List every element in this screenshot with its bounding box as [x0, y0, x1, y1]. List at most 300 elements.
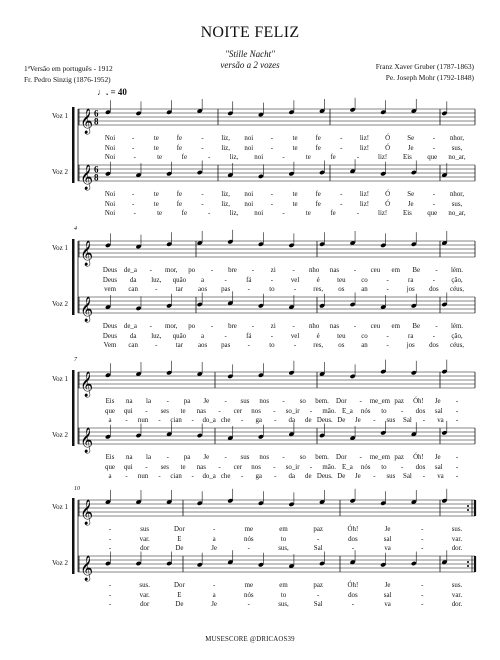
lyric-syllable: - — [108, 526, 112, 533]
lyric-syllable: dos — [415, 407, 426, 415]
lyric-syllable: - — [422, 417, 426, 424]
lyric-syllable: na — [126, 454, 133, 461]
lyric-syllable: to — [280, 535, 287, 543]
lyric-syllable: - — [131, 135, 135, 142]
lyric-syllable: mor, — [164, 267, 178, 274]
lyric-syllable: que — [105, 407, 115, 415]
lyric-line — [0, 592, 500, 602]
lyric-syllable: na — [126, 398, 133, 405]
lyric-syllable: Ó — [385, 191, 391, 198]
lyric-syllable: - — [386, 342, 389, 349]
lyric-syllable: te — [153, 191, 159, 198]
lyric-syllable: cian — [170, 473, 182, 480]
voice-label: Voz 1 — [51, 244, 68, 252]
lyric-syllable: Ó — [385, 144, 391, 152]
lyric-syllable: nhor, — [449, 191, 465, 198]
lyric-syllable: - — [340, 135, 343, 142]
lyric-syllable: nos — [259, 398, 270, 405]
lyric-syllable: paz — [394, 454, 404, 461]
treble-clef-icon: 𝄞 — [80, 556, 94, 581]
lyric-syllable: lém. — [450, 323, 464, 330]
lyric-syllable: - — [270, 276, 274, 284]
lyric-syllable: - — [201, 200, 204, 208]
lyric-syllable: sus — [240, 454, 250, 461]
lyric-syllable: E_a — [342, 407, 353, 415]
lyric-syllable: - — [247, 545, 250, 552]
tempo-marking: ♩. = 40 — [97, 87, 127, 97]
lyric-syllable: nós — [244, 535, 254, 543]
lyric-syllable: - — [421, 601, 424, 608]
lyric-syllable: fe — [176, 200, 183, 208]
lyric-syllable: liz, — [221, 144, 230, 152]
lyric-syllable: Dor — [335, 398, 347, 405]
lyric-syllable: var. — [139, 535, 150, 543]
lyric-syllable: - — [247, 601, 250, 608]
lyric-syllable: - — [282, 210, 285, 217]
lyric-line — [0, 473, 500, 483]
lyric-syllable: no_ar, — [448, 154, 466, 161]
lyric-syllable: é — [316, 276, 320, 284]
lyric-syllable: nas — [196, 407, 206, 415]
lyric-syllable: me — [244, 526, 254, 533]
voice-label: Voz 2 — [51, 300, 68, 308]
time-sig-bottom: 8 — [94, 116, 99, 127]
lyric-syllable: - — [386, 276, 389, 284]
lyric-syllable: mor, — [164, 323, 178, 330]
lyric-syllable: - — [455, 398, 459, 405]
lyric-syllable: em — [279, 582, 288, 589]
lyric-syllable: Deus — [102, 332, 118, 340]
lyric-line — [0, 323, 500, 333]
lyric-syllable: - — [224, 398, 227, 405]
subtitle-original: "Stille Nacht" — [225, 49, 275, 59]
lyric-syllable: vel — [290, 276, 300, 284]
lyric-syllable: do_a — [202, 417, 216, 424]
lyric-syllable: ção, — [451, 332, 463, 340]
lyric-syllable: to — [280, 591, 287, 599]
lyric-syllable: - — [218, 463, 221, 471]
lyric-syllable: - — [149, 267, 152, 274]
lyric-syllable: co — [361, 332, 368, 340]
lyric-syllable: noi — [254, 154, 264, 161]
lyric-syllable: jos — [406, 342, 415, 349]
lyric-syllable: fe — [181, 210, 188, 217]
lyric-syllable: Je — [407, 200, 414, 208]
lyric-syllable: so_ir — [285, 463, 300, 471]
lyric-syllable: co — [361, 276, 368, 284]
lyric-syllable: noi — [254, 210, 264, 217]
lyric-syllable: - — [224, 332, 227, 340]
page-title: NOITE FELIZ — [200, 24, 300, 41]
lyric-syllable: sus — [386, 417, 396, 424]
lyric-syllable: che — [220, 417, 231, 424]
lyric-syllable: - — [270, 200, 274, 208]
lyric-syllable: Je — [354, 473, 361, 480]
lyric-syllable: Eis — [403, 210, 412, 217]
lyric-syllable: paz — [313, 526, 323, 533]
lyric-syllable: Se — [407, 191, 415, 198]
footer-credit: MUSESCORE @DRICAOS39 — [205, 636, 295, 643]
lyric-syllable: zi — [270, 323, 276, 330]
lyric-syllable: mão. — [322, 463, 336, 471]
lyric-syllable: nhor, — [449, 135, 465, 142]
lyric-syllable: - — [207, 210, 211, 217]
lyric-syllable: a — [212, 591, 216, 599]
lyric-syllable: - — [270, 191, 274, 198]
treble-clef-icon: 𝄞 — [80, 297, 94, 322]
lyric-syllable: a — [201, 332, 205, 340]
lyric-syllable: te — [305, 154, 311, 161]
lyric-syllable: nas — [196, 463, 206, 471]
lyric-syllable: - — [455, 454, 459, 461]
lyric-syllable: sal — [383, 535, 392, 543]
lyric-syllable: E — [177, 535, 182, 543]
lyric-syllable: - — [421, 591, 424, 599]
lyric-line — [0, 526, 500, 536]
lyric-syllable: - — [359, 398, 362, 405]
lyric-syllable: - — [241, 473, 244, 480]
lyric-syllable: - — [282, 154, 285, 161]
lyric-syllable: - — [282, 398, 285, 405]
lyric-syllable: em — [391, 267, 400, 274]
lyric-syllable: dos — [415, 463, 426, 471]
lyric-syllable: dos — [348, 535, 358, 543]
treble-clef-icon: 𝄞 — [80, 165, 94, 190]
lyric-syllable: bem. — [315, 398, 329, 405]
lyric-syllable: - — [210, 323, 214, 330]
lyric-syllable: nos — [251, 407, 261, 415]
lyric-syllable: - — [356, 210, 359, 217]
lyric-syllable: - — [158, 473, 161, 480]
lyric-syllable: Je — [211, 545, 217, 552]
lyric-syllable: Je — [203, 454, 210, 461]
lyric-syllable: res, — [313, 286, 324, 293]
lyric-syllable: sus, — [278, 601, 289, 608]
lyric-syllable: Eis — [105, 398, 115, 405]
lyric-syllable: - — [218, 407, 221, 415]
lyric-syllable: dos — [348, 591, 358, 599]
lyric-syllable: - — [282, 454, 285, 461]
lyric-syllable: luz, — [151, 332, 162, 340]
lyric-syllable: aos — [197, 342, 208, 349]
lyric-syllable: de — [305, 417, 312, 424]
lyric-syllable: da — [129, 276, 137, 284]
lyric-syllable: teu — [337, 332, 346, 340]
lyric-syllable: can — [128, 342, 138, 349]
lyric-syllable: da — [129, 332, 137, 340]
lyric-syllable: fe — [176, 135, 183, 142]
lyric-syllable: - — [455, 417, 459, 424]
lyric-syllable: sus — [240, 398, 250, 405]
lyric-syllable: - — [125, 417, 128, 424]
lyric-syllable: Noi — [104, 200, 116, 208]
lyric-syllable: so — [299, 398, 306, 405]
lyric-syllable: - — [309, 463, 313, 471]
lyric-syllable: - — [108, 601, 112, 608]
lyric-syllable: nas — [329, 323, 340, 330]
lyric-syllable: Noi — [104, 144, 116, 152]
lyric-syllable: liz! — [359, 135, 370, 142]
lyric-syllable: noi — [244, 191, 254, 198]
lyric-line — [0, 464, 500, 474]
lyric-syllable: res, — [313, 342, 324, 349]
lyric-syllable: nós — [360, 407, 371, 415]
lyric-syllable: a — [108, 473, 112, 480]
lyric-syllable: dos — [429, 286, 439, 293]
lyric-syllable: em — [391, 323, 400, 330]
lyric-syllable: noi — [244, 144, 254, 152]
lyric-syllable: te — [180, 407, 186, 415]
lyric-syllable: var. — [139, 591, 150, 599]
lyric-syllable: te — [153, 200, 159, 208]
lyric-syllable: quão — [172, 332, 187, 340]
lyric-syllable: Se — [407, 135, 415, 142]
lyric-syllable: fá — [246, 276, 252, 284]
lyric-syllable: De — [337, 473, 346, 480]
lyric-syllable: - — [131, 191, 135, 198]
voice-label: Voz 1 — [51, 112, 68, 120]
lyric-syllable: an — [361, 342, 368, 349]
lyric-syllable: te — [157, 154, 163, 161]
lyric-syllable: - — [309, 407, 313, 415]
lyric-syllable: te — [153, 135, 159, 142]
lyric-syllable: cian — [170, 417, 182, 424]
lyric-syllable: céus, — [450, 342, 464, 349]
lyric-syllable: pas — [221, 342, 231, 349]
lyric-syllable: liz! — [378, 154, 388, 161]
lyric-syllable: Noi — [104, 135, 116, 142]
lyric-syllable: to — [269, 342, 275, 349]
lyric-syllable: - — [201, 191, 204, 198]
lyric-syllable: - — [224, 276, 227, 284]
lyric-syllable: ses — [160, 463, 169, 471]
lyric-syllable: - — [133, 210, 136, 217]
lyric-syllable: noi — [244, 135, 254, 142]
lyric-syllable: te — [180, 463, 186, 471]
lyric-syllable: é — [316, 332, 320, 340]
lyric-syllable: an — [361, 286, 368, 293]
lyric-syllable: Dor — [174, 582, 185, 589]
lyric-syllable: - — [432, 135, 436, 142]
lyric-syllable: Óh! — [413, 454, 424, 461]
lyric-syllable: - — [422, 473, 426, 480]
lyric-syllable: paz — [394, 398, 404, 405]
lyric-syllable: noi — [244, 200, 254, 208]
lyric-syllable: - — [241, 417, 244, 424]
lyric-syllable: - — [351, 545, 355, 552]
translator: Fr. Pedro Sinzig (1876-1952) — [24, 75, 111, 84]
lyric-syllable: Dor — [335, 454, 347, 461]
lyric-syllable: te — [153, 144, 159, 152]
lyric-syllable: - — [435, 267, 438, 274]
lyric-syllable: - — [292, 267, 295, 274]
lyric-syllable: paz — [313, 582, 323, 589]
lyric-syllable: de_a — [123, 267, 137, 274]
lyric-syllable: dor. — [451, 601, 463, 608]
lyric-syllable: Eis — [105, 454, 115, 461]
lyric-syllable: em — [279, 526, 288, 533]
lyric-syllable: ra — [408, 276, 414, 284]
lyric-syllable: de_a — [123, 323, 137, 330]
lyric-line — [0, 454, 500, 464]
time-sig-top: 6 — [94, 108, 99, 119]
lyric-line — [0, 582, 500, 592]
lyric-syllable: - — [270, 135, 274, 142]
lyric-syllable: Noi — [104, 191, 116, 198]
lyric-syllable: - — [356, 154, 359, 161]
lyric-syllable: te — [305, 210, 311, 217]
lyric-syllable: fe — [315, 135, 321, 142]
lyric-syllable: Je — [211, 601, 217, 608]
lyric-syllable: cer — [233, 407, 243, 415]
lyric-syllable: De — [337, 417, 346, 424]
lyric-syllable: - — [293, 342, 297, 349]
lyric-syllable: fe — [315, 191, 321, 198]
lyric-syllable: - — [432, 191, 436, 198]
lyric-syllable: no_ar, — [448, 210, 466, 217]
lyric-syllable: va — [384, 601, 391, 608]
lyric-syllable: Óh! — [347, 526, 359, 533]
lyric-syllable: te — [292, 144, 298, 152]
lyric-syllable: sus, — [278, 545, 289, 552]
lyric-syllable: te — [157, 210, 163, 217]
lyric-syllable: mão. — [322, 407, 336, 415]
lyric-syllable: bre — [228, 267, 237, 274]
lyric-syllable: sus — [140, 526, 150, 533]
lyric-syllable: aos — [197, 286, 208, 293]
repeat-dot — [467, 509, 469, 511]
lyric-syllable: Noi — [104, 210, 116, 217]
lyric-syllable: Je — [354, 417, 361, 424]
lyric-syllable: liz! — [359, 191, 370, 198]
lyric-syllable: me — [244, 582, 254, 589]
lyric-line — [0, 333, 500, 343]
lyric-syllable: do_a — [202, 473, 216, 480]
lyric-syllable: Je — [434, 398, 441, 405]
lyric-syllable: - — [131, 200, 135, 208]
lyric-line — [0, 286, 500, 296]
lyric-syllable: fe — [315, 144, 321, 152]
lyric-syllable: - — [273, 407, 276, 415]
lyric-line — [0, 601, 500, 611]
lyric-syllable: - — [273, 463, 276, 471]
lyric-syllable: cer — [233, 463, 243, 471]
lyric-syllable: te — [292, 135, 298, 142]
lyric-syllable: sus. — [139, 582, 150, 589]
lyric-syllable: que — [427, 154, 438, 161]
lyric-syllable: jos — [406, 286, 415, 293]
lyric-syllable: so — [299, 454, 306, 461]
lyric-syllable: - — [373, 417, 376, 424]
lyric-line — [0, 145, 500, 155]
lyric-syllable: Ó — [385, 200, 391, 208]
lyric-syllable: Je — [434, 454, 441, 461]
lyric-line — [0, 545, 500, 555]
lyric-syllable: nos — [251, 463, 261, 471]
lyric-syllable: te — [292, 200, 298, 208]
lyric-syllable: teu — [337, 276, 346, 284]
lyric-syllable: - — [108, 535, 112, 543]
lyric-syllable: quão — [172, 276, 187, 284]
lyric-syllable: tar — [175, 286, 184, 293]
lyric-syllable: pa — [183, 454, 191, 461]
lyric-syllable: sus — [386, 473, 396, 480]
lyric-syllable: dor. — [451, 545, 463, 552]
lyric-syllable: - — [386, 332, 389, 340]
lyric-syllable: fe — [315, 200, 321, 208]
lyric-syllable: - — [340, 191, 343, 198]
lyric-syllable: liz, — [221, 135, 230, 142]
lyric-syllable: liz! — [378, 210, 388, 217]
lyric-syllable: - — [108, 545, 112, 552]
lyric-syllable: - — [455, 407, 459, 415]
lyric-syllable: - — [421, 526, 424, 533]
lyric-syllable: - — [210, 267, 214, 274]
lyric-syllable: dos — [429, 342, 439, 349]
lyric-syllable: fe — [330, 210, 336, 217]
lyric-syllable: Deus — [102, 276, 118, 284]
lyric-syllable: - — [212, 526, 216, 533]
lyric-syllable: Be — [412, 323, 420, 330]
lyric-syllable: lém. — [450, 267, 464, 274]
lyric-syllable: Je — [407, 144, 414, 152]
lyric-syllable: va — [437, 473, 444, 480]
lyric-syllable: bem. — [315, 454, 329, 461]
lyric-syllable: De — [175, 601, 184, 608]
lyric-syllable: nós — [360, 463, 371, 471]
lyric-syllable: - — [351, 601, 355, 608]
lyric-syllable: ção, — [451, 276, 463, 284]
lyric-syllable: fe — [330, 154, 336, 161]
lyric-line — [0, 267, 500, 277]
lyric-syllable: - — [158, 417, 161, 424]
lyric-syllable: pas — [221, 286, 231, 293]
lyric-syllable: os — [338, 286, 345, 293]
lyric-syllable: - — [247, 286, 250, 293]
lyric-line — [0, 417, 500, 427]
lyric-syllable: Sal — [313, 545, 323, 552]
lyric-syllable: - — [149, 323, 152, 330]
lyric-line — [0, 210, 500, 220]
lyric-syllable: - — [270, 144, 274, 152]
lyricist: Pe. Joseph Mohr (1792-1848) — [385, 73, 474, 82]
lyric-syllable: ses — [160, 407, 169, 415]
treble-clef-icon: 𝄞 — [80, 428, 94, 453]
lyric-syllable: Óh! — [413, 398, 424, 405]
lyric-syllable: Sal — [403, 473, 412, 480]
lyric-syllable: sal — [434, 463, 443, 471]
lyric-syllable: fe — [176, 191, 183, 198]
lyric-syllable: va — [384, 545, 391, 552]
lyric-syllable: - — [166, 398, 169, 405]
repeat-dot — [467, 565, 469, 567]
voice-label: Voz 2 — [51, 168, 68, 176]
lyric-syllable: - — [133, 154, 136, 161]
lyric-syllable: - — [191, 417, 194, 424]
lyric-syllable: ga — [255, 473, 262, 480]
lyric-syllable: dor — [140, 601, 150, 608]
treble-clef-icon: 𝄞 — [80, 109, 94, 134]
lyric-syllable: de — [305, 473, 312, 480]
voice-label: Voz 1 — [51, 375, 68, 383]
lyric-syllable: nho — [308, 323, 320, 330]
lyric-syllable: to — [269, 286, 275, 293]
lyric-syllable: sus, — [451, 144, 463, 152]
lyric-syllable: qui — [123, 407, 133, 415]
lyric-syllable: nós — [244, 591, 254, 599]
lyric-syllable: dor — [140, 545, 150, 552]
lyric-syllable: can — [128, 286, 138, 293]
